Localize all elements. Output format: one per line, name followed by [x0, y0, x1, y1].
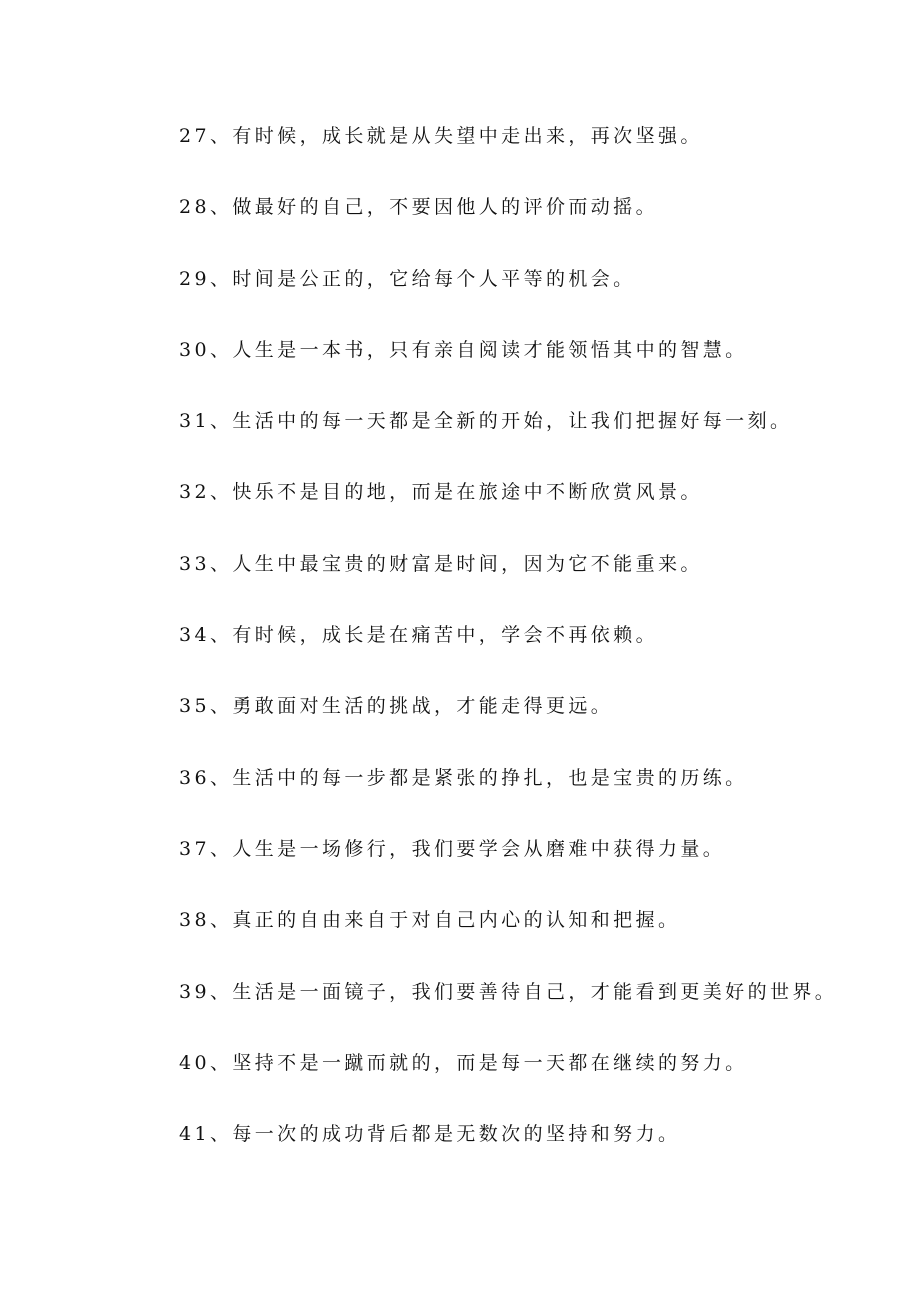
quote-item: 34、有时候，成长是在痛苦中，学会不再依赖。	[179, 624, 658, 647]
quote-item: 40、坚持不是一蹴而就的，而是每一天都在继续的努力。	[179, 1051, 748, 1074]
quote-item: 33、人生中最宝贵的财富是时间，因为它不能重来。	[179, 552, 703, 575]
quote-item: 38、真正的自由来自于对自己内心的认知和把握。	[179, 909, 681, 932]
quote-item: 35、勇敢面对生活的挑战，才能走得更远。	[179, 695, 614, 718]
quote-item: 41、每一次的成功背后都是无数次的坚持和努力。	[179, 1123, 681, 1146]
quote-list	[179, 120, 899, 1189]
quote-item: 28、做最好的自己，不要因他人的评价而动摇。	[179, 196, 658, 219]
quote-item: 31、生活中的每一天都是全新的开始，让我们把握好每一刻。	[179, 410, 793, 433]
quote-item: 30、人生是一本书，只有亲自阅读才能领悟其中的智慧。	[179, 338, 748, 361]
quote-item: 32、快乐不是目的地，而是在旅途中不断欣赏风景。	[179, 481, 703, 504]
quote-item: 37、人生是一场修行，我们要学会从磨难中获得力量。	[179, 837, 726, 860]
quote-item: 39、生活是一面镜子，我们要善待自己，才能看到更美好的世界。	[179, 980, 838, 1003]
quote-item: 29、时间是公正的，它给每个人平等的机会。	[179, 267, 636, 290]
quote-item: 27、有时候，成长就是从失望中走出来，再次坚强。	[179, 125, 703, 147]
quote-item: 36、生活中的每一步都是紧张的挣扎，也是宝贵的历练。	[179, 766, 748, 789]
